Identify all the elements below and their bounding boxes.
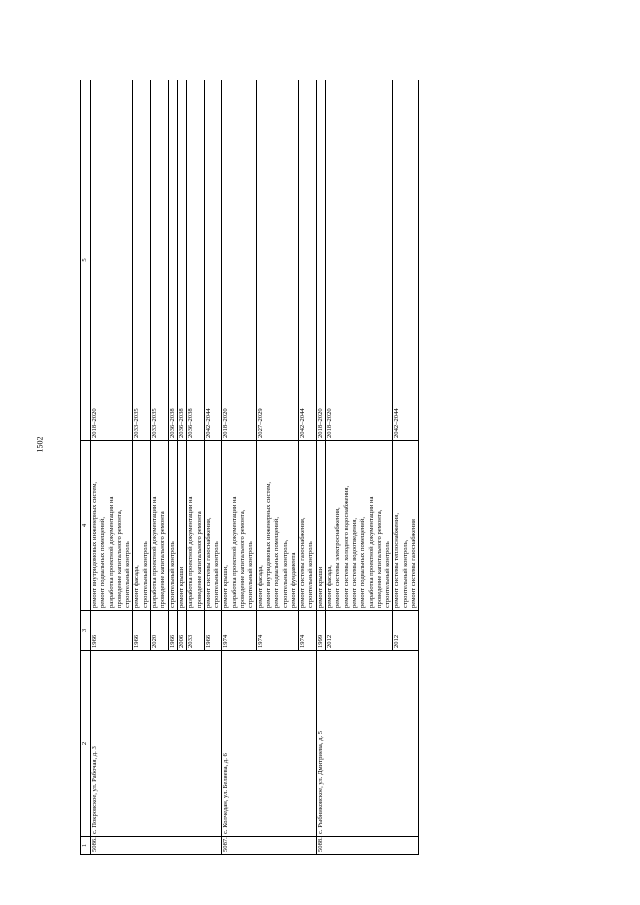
work-item: ремонт системы теплоснабжения, <box>393 513 401 608</box>
work-item: ремонт подвальных помещений, <box>273 517 281 608</box>
year-value: 2012 <box>326 611 393 651</box>
year-value: 2020 <box>151 611 169 651</box>
building-address: с. Колчедан, ул. Беляева, д. 6 <box>222 651 316 837</box>
year-value: 1999 <box>316 611 325 651</box>
table-body <box>91 80 419 855</box>
work-list <box>177 441 186 611</box>
work-item: разработка проектной документации на <box>187 496 195 608</box>
work-item: строительный контроль <box>247 541 255 608</box>
work-item: ремонт крыши <box>177 566 185 608</box>
period-value: 2033–2035 <box>133 80 151 441</box>
work-item: разработка проектной документации на <box>107 496 115 608</box>
work-item: строительный контроль <box>307 541 315 608</box>
year-value: 2006 <box>177 611 186 651</box>
period-value: 2036–2038 <box>177 80 186 441</box>
column-header: 1 <box>81 837 91 855</box>
building-address: с. Рыбниковское, ул. Дмитриева, д. 5 <box>316 651 419 837</box>
work-item: ремонт системы газоснабжения <box>409 519 417 608</box>
work-item: ремонт фасада, <box>133 565 141 608</box>
work-item: разработка проектной документации на <box>230 496 238 608</box>
work-item: ремонт системы холодного водоснабжения, <box>342 485 350 608</box>
rotated-page-frame <box>80 80 555 855</box>
work-item: ремонт фасада, <box>326 565 334 608</box>
work-item: проведение капитального ремонта <box>195 511 203 608</box>
year-value: 2012 <box>393 611 419 651</box>
work-item: строительный контроль <box>384 541 392 608</box>
work-item: ремонт фасада, <box>256 565 264 608</box>
work-list <box>393 441 419 611</box>
work-list <box>299 441 317 611</box>
period-value: 2042–2044 <box>393 80 419 441</box>
work-item: ремонт подвальных помещений, <box>99 517 107 608</box>
period-value: 2036–2038 <box>187 80 205 441</box>
work-item: ремонт внутридомовых инженерных систем, <box>91 481 98 608</box>
work-item: строительный контроль <box>124 541 132 608</box>
year-value: 1966 <box>133 611 151 651</box>
work-item: ремонт системы газоснабжения, <box>299 517 307 608</box>
period-value: 2018–2020 <box>222 80 256 441</box>
year-value: 2033 <box>187 611 205 651</box>
period-value: 2042–2044 <box>204 80 222 441</box>
year-value: 1974 <box>299 611 317 651</box>
period-value: 2018–2020 <box>91 80 133 441</box>
table-row <box>222 80 256 855</box>
work-item: разработка проектной документации на <box>367 496 375 608</box>
work-list <box>91 441 133 611</box>
work-list <box>256 441 298 611</box>
work-list <box>204 441 222 611</box>
column-header: 4 <box>81 441 91 611</box>
work-item: разработка проектной документации на <box>151 496 159 608</box>
column-header: 2 <box>81 651 91 837</box>
work-item: строительный контроль, <box>401 539 409 608</box>
work-item: ремонт крыши, <box>222 565 230 608</box>
work-item: строительный контроль, <box>281 539 289 608</box>
work-list <box>133 441 151 611</box>
row-number: 5088. <box>316 837 419 855</box>
column-header: 5 <box>81 80 91 441</box>
table-row <box>91 80 133 855</box>
work-item: ремонт системы водоотведения, <box>350 517 358 608</box>
period-value: 2036–2038 <box>168 80 177 441</box>
work-item: проведение капитального ремонта, <box>375 509 383 608</box>
period-value: 2018–2020 <box>326 80 393 441</box>
row-number: 5087. <box>222 837 316 855</box>
work-list <box>187 441 205 611</box>
column-header: 3 <box>81 611 91 651</box>
year-value: 1966 <box>168 611 177 651</box>
work-list <box>316 441 325 611</box>
work-list <box>168 441 177 611</box>
column-number-row <box>81 80 91 855</box>
work-item: ремонт крыши <box>316 566 324 608</box>
year-value: 1974 <box>256 611 298 651</box>
work-item: проведение капитального ремонта, <box>115 509 123 608</box>
period-value: 2033–2035 <box>151 80 169 441</box>
table-row <box>316 80 325 855</box>
period-value: 2027–2029 <box>256 80 298 441</box>
page-number: 1502 <box>35 436 45 453</box>
year-value: 1966 <box>204 611 222 651</box>
work-item: ремонт подвальных помещений, <box>359 517 367 608</box>
work-item: ремонт системы электроснабжения, <box>334 507 342 608</box>
rotated-content <box>80 80 555 855</box>
work-list <box>326 441 393 611</box>
work-item: строительный контроль <box>213 541 221 608</box>
repair-schedule-table <box>80 80 419 855</box>
work-item: строительный контроль <box>168 541 176 608</box>
period-value: 2042–2044 <box>299 80 317 441</box>
year-value: 1966 <box>91 611 133 651</box>
work-item: строительный контроль <box>141 541 149 608</box>
work-item: проведение капитального ремонта <box>159 511 167 608</box>
work-item: ремонт фундамента <box>289 552 297 608</box>
year-value: 1974 <box>222 611 256 651</box>
work-item: ремонт внутридомовых инженерных систем, <box>264 481 272 608</box>
work-item: ремонт системы газоснабжения, <box>204 517 212 608</box>
work-list <box>222 441 256 611</box>
row-number: 5086. <box>91 837 222 855</box>
period-value: 2018–2020 <box>316 80 325 441</box>
work-item: проведение капитального ремонта, <box>239 509 247 608</box>
work-list <box>151 441 169 611</box>
building-address: с. Покровское, ул. Рабочая, д. 3 <box>91 651 222 837</box>
